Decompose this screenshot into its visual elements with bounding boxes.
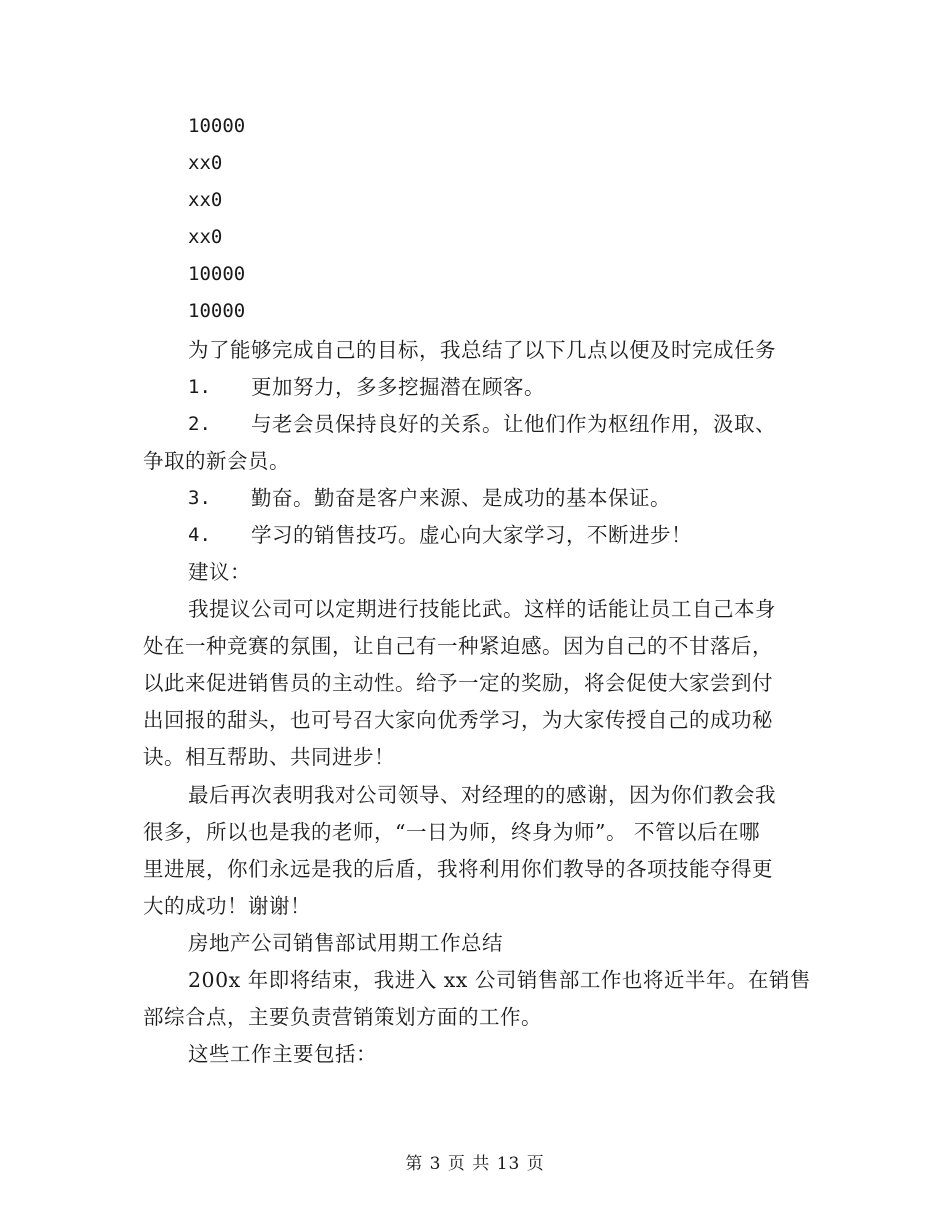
work-intro: 这些工作主要包括： (188, 1042, 377, 1066)
summary-line: 200x 年即将结束，我进入 xx 公司销售部工作也将近半年。在销售 (188, 968, 811, 992)
suggestion-label: 建议： (188, 560, 251, 584)
number-line: 10000 (188, 263, 246, 285)
list-number: 4. (188, 524, 211, 546)
suggestion-line: 处在一种竞赛的氛围，让自己有一种紧迫感。因为自己的不甘落后， (143, 634, 773, 658)
suggestion-line: 我提议公司可以定期进行技能比武。这样的话能让员工自己本身 (188, 597, 776, 621)
thanks-line: 很多，所以也是我的老师，“一日为师，终身为师”。 不管以后在哪 (143, 820, 760, 844)
list-item-text: 与老会员保持良好的关系。让他们作为枢纽作用，汲取、 (251, 412, 776, 436)
list-item-text: 勤奋。勤奋是客户来源、是成功的基本保证。 (251, 486, 671, 510)
number-line: xx0 (188, 189, 223, 211)
list-number: 2. (188, 413, 211, 435)
page-footer: 第 3 页 共 13 页 (405, 1154, 545, 1174)
number-line: 10000 (188, 115, 246, 137)
number-line: xx0 (188, 226, 223, 248)
list-item-text-continued: 争取的新会员。 (143, 449, 290, 473)
list-number: 3. (188, 487, 211, 509)
thanks-line: 大的成功！谢谢！ (143, 894, 311, 918)
intro-paragraph: 为了能够完成自己的目标，我总结了以下几点以便及时完成任务 (188, 338, 776, 362)
thanks-line: 里进展，你们永远是我的后盾，我将利用你们教导的各项技能夺得更 (143, 857, 773, 881)
summary-line: 部综合点，主要负责营销策划方面的工作。 (143, 1005, 542, 1029)
list-item-text: 学习的销售技巧。虚心向大家学习，不断进步！ (251, 523, 692, 547)
suggestion-line: 出回报的甜头，也可号召大家向优秀学习，为大家传授自己的成功秘 (143, 708, 773, 732)
suggestion-line: 以此来促进销售员的主动性。给予一定的奖励，将会促使大家尝到付 (143, 671, 773, 695)
list-number: 1. (188, 376, 211, 398)
list-item-text: 更加努力，多多挖掘潜在顾客。 (251, 375, 545, 399)
suggestion-line: 诀。相互帮助、共同进步！ (143, 745, 395, 769)
number-line: xx0 (188, 152, 223, 174)
number-line: 10000 (188, 300, 246, 322)
thanks-line: 最后再次表明我对公司领导、对经理的的感谢，因为你们教会我 (188, 783, 776, 807)
section-title: 房地产公司销售部试用期工作总结 (188, 931, 503, 955)
